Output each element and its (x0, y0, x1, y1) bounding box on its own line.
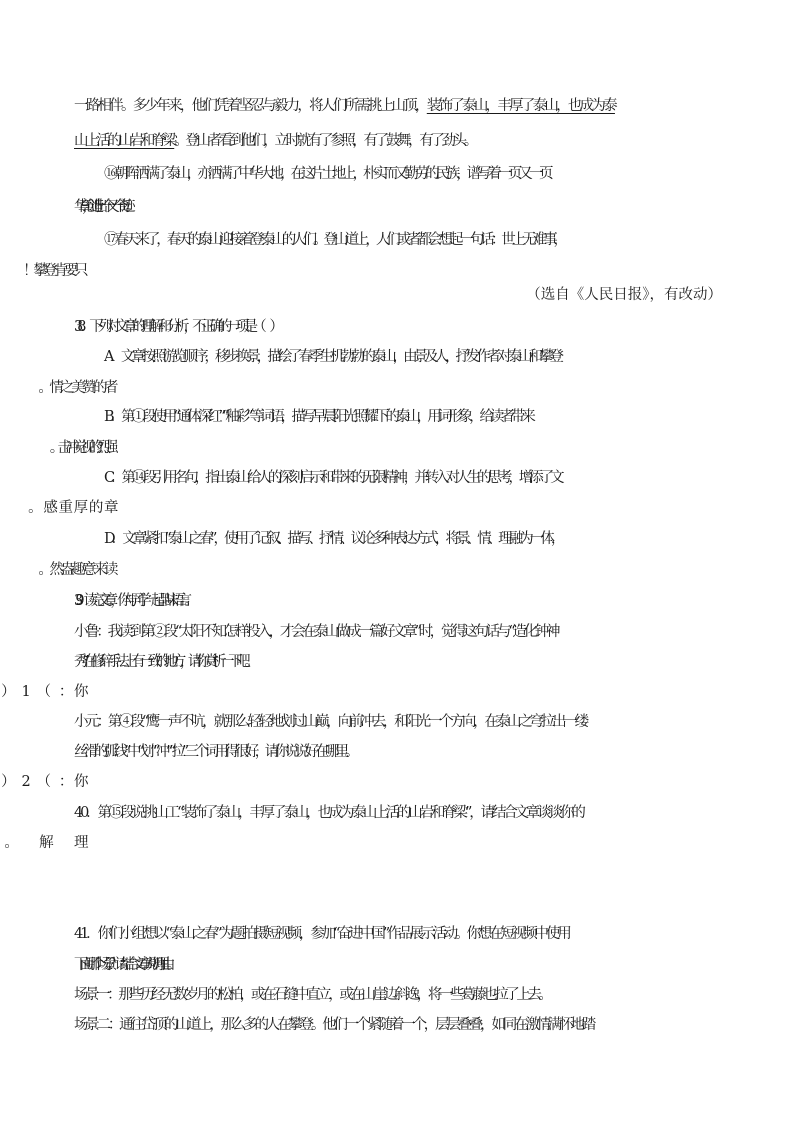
option-b: B．第①段使用“通体深红”“釉彩”等词语，描写早晨阳光照耀下的泰山，用词形象，给读者带来 (104, 409, 532, 425)
option-d-cont (104, 560, 800, 580)
question-41-cont: 下面哪个场景？请结合文章说明理由。 (74, 957, 173, 973)
option-a: A．文章按照游览顺序，移步换景，描绘了春季生机勃勃的泰山，由景及人，抒发作者对泰山和攀登 (104, 349, 560, 365)
question-39-stem: 39．读完文章，你与同学一起品味语言。 (74, 593, 191, 609)
option-b-cont (104, 438, 800, 458)
option-c: C．第⑭段引用名句，指出泰山给人的深刻启示和带来的无限精神，并转入对人生的思考，增添了文 (104, 470, 561, 486)
option-a-cont (104, 378, 800, 398)
paragraph-16: ⑯朝晖洒满了泰山，亦洒满了中华大地，在这片土地上，朴实而又勤劳的民族，谱写着一页又一页 (104, 166, 550, 182)
passage-text: 一路相伴。多少年来，他们凭着坚忍与毅力，将人们所需挑上山顶， (74, 98, 427, 114)
passage-line (74, 96, 800, 116)
answer-2-label (74, 772, 800, 792)
scene-2: 场景二：通往岱顶的山道上，那么多的人在攀登。他们一个紧随着一个，层层叠叠，如同在激情满怀地踏 (74, 1017, 594, 1033)
question-40-cont (74, 833, 800, 853)
underlined-phrase: 山上活的山岩和脊梁 (74, 133, 175, 149)
xiaoyuan-prompt-cont: 丝滑的弧线”中“划”“冲”“拉”三个词用得很好，请你说说好在哪里。 (74, 744, 355, 760)
paragraph-16-cont: 华章，创造出一个又一个奇迹。 (74, 199, 130, 215)
option-d: D．文章紧扣“泰山之春”，使用了记叙、描写、抒情、议论多种表达方式，将景、情、理融为一体， (104, 531, 562, 547)
passage-line (74, 131, 800, 151)
question-41: 41．你们小组想以“泰山之春”为题拍摄短视频，参加“奋进中国”作品展示活动。你想在短视频中使用 (74, 926, 569, 942)
underlined-phrase: 装饰了泰山，丰厚了泰山，也成为泰 (426, 98, 615, 114)
xiaolu-prompt: 小鲁：我读到第②段“太阳不知怎样投入，才会在泰山做成一篇好文章”时，觉得这句话与“造化钟神 (74, 624, 558, 640)
paragraph-17: ⑰春天来了，春天的泰山迎接着登泰山的人们。登山道上，人们或者都会想起一句话：世上无难事， (104, 232, 565, 248)
xiaolu-prompt-cont: 秀”在修辞手法上有一致的地方，请你赏析一下吧。 (74, 654, 253, 670)
scene-1: 场景一：那些历经无数岁月的松柏，或在石缝中直立，或在山崖边斜逸，将一些葛藤也拉了上去。 (74, 987, 550, 1003)
paragraph-17-cont (74, 261, 800, 281)
option-c-cont (104, 498, 800, 518)
answer-1-label (74, 682, 800, 702)
question-38-stem: 38．下列对文章的理解和分析，不正确的一项是（ ） (74, 319, 278, 335)
source-text: （选自《人民日报》，有改动） (526, 287, 722, 303)
xiaoyuan-prompt: 小元：第④段“鹰一声不吭，就那么轻轻地划过山巅，向前冲去，和阳光一个方向，在泰山之穹拉出一缕 (74, 714, 586, 730)
passage-text: 。登山者看到他们，立时就有了参照，有了鼓舞，有了劲头。 (174, 133, 475, 149)
question-40: 40．第⑮段说挑山工“装饰了泰山，丰厚了泰山，也成为泰山上活的山岩和脊梁”，请结合文章谈谈你的 (74, 805, 583, 821)
source-line (0, 285, 722, 305)
